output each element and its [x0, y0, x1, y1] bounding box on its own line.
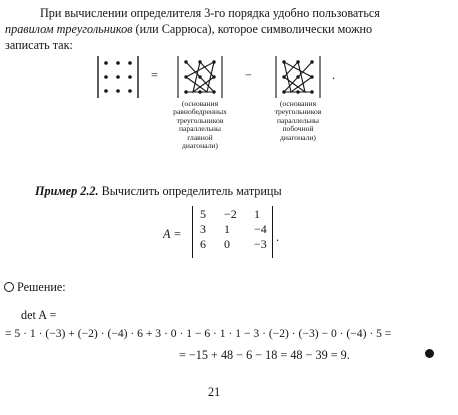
intro-line-1: При вычислении определителя 3-го порядка удобно пользоваться — [40, 6, 380, 20]
caption-side-diagonal: (основания треугольников параллельны побочной диагонали) — [274, 99, 322, 142]
intro-line-2 — [5, 21, 372, 37]
matrix-lhs: A = — [163, 227, 182, 241]
intro-line-3: записать так: — [5, 38, 73, 52]
side-diagonal-triangles-icon — [276, 56, 320, 98]
scheme-equals: = — [151, 68, 158, 82]
example-text: Вычислить определитель матрицы — [101, 184, 282, 198]
solution-bullet-icon — [4, 282, 14, 292]
main-diagonal-triangles-icon — [178, 56, 222, 98]
example-heading — [35, 183, 282, 199]
matrix-cell: 1 — [224, 222, 230, 236]
matrix-cell: −2 — [224, 207, 237, 221]
matrix-cell: 5 — [200, 207, 206, 221]
det-line: det A = — [21, 308, 57, 322]
matrix-cell: 3 — [200, 222, 206, 236]
caption-main-diagonal: (основания равнобедренных треугольников параллельны главной диагонали) — [173, 99, 227, 151]
dot-grid-icon — [98, 56, 138, 98]
matrix-cell: −4 — [254, 222, 267, 236]
example-label: Пример 2.2. — [35, 184, 99, 198]
intro-line-2-rest: (или Саррюса), которое символически можно — [132, 22, 373, 36]
matrix-row — [195, 237, 277, 252]
matrix-cell: 6 — [200, 237, 206, 251]
page-number: 21 — [208, 385, 221, 399]
sarrus-scheme — [90, 52, 350, 106]
matrix-left-bar — [192, 206, 193, 258]
matrix-row — [195, 207, 277, 222]
matrix-cell: 0 — [224, 237, 230, 251]
solution-heading — [4, 279, 66, 295]
matrix-cell: −3 — [254, 237, 267, 251]
scheme-period: . — [332, 68, 336, 82]
rule-term: правилом треугольников — [5, 22, 133, 36]
solution-label: Решение: — [17, 280, 66, 294]
matrix-table — [195, 207, 280, 252]
solution-line-2: = −15 + 48 − 6 − 18 = 48 − 39 = 9. — [179, 348, 350, 362]
matrix-cell: 1 — [254, 207, 260, 221]
matrix-right-bar — [272, 206, 273, 258]
matrix-row — [195, 222, 277, 237]
matrix-period: . — [276, 230, 280, 244]
scheme-minus: − — [245, 68, 252, 82]
end-of-solution-icon — [425, 349, 434, 358]
solution-line-1: = 5 · 1 · (−3) + (−2) · (−4) · 6 + 3 · 0 · 1 − 6 · 1 · 1 − 3 · (−2) · (−3) − 0 · (−4) · 5 = — [5, 327, 392, 340]
